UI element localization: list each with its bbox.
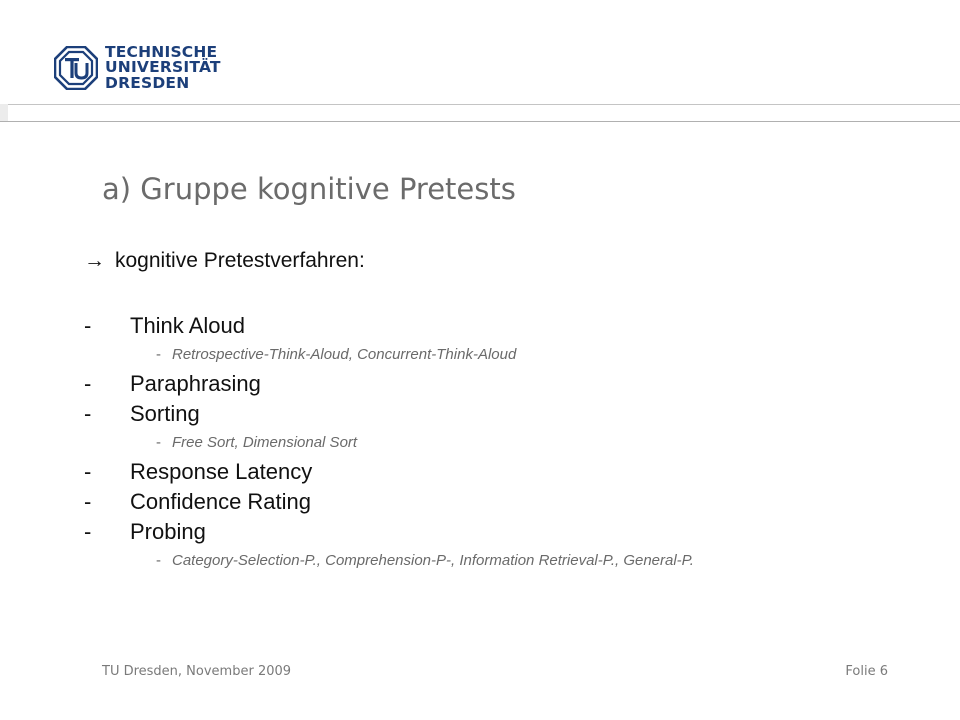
- list-subitem-text: Retrospective-Think-Aloud, Concurrent-Think-Aloud: [172, 346, 517, 363]
- list-subitem: [156, 430, 904, 458]
- list-item: [84, 400, 904, 430]
- list-item: [84, 518, 904, 548]
- list-item: [84, 488, 904, 518]
- footer-slide-number: Folie 6: [845, 664, 888, 679]
- list-subitem: [156, 342, 904, 370]
- lead-line: [84, 249, 365, 273]
- university-logo: [54, 42, 221, 94]
- sublist-bullet: -: [156, 434, 161, 451]
- list-subitem: [156, 548, 904, 576]
- list-bullet: -: [84, 401, 92, 426]
- list-item-label: Confidence Rating: [130, 489, 312, 514]
- list-bullet: -: [84, 459, 92, 484]
- list-subitem-text: Free Sort, Dimensional Sort: [172, 434, 358, 451]
- header-rule-top: [0, 104, 960, 105]
- logo-line-2: UNIVERSITÄT: [105, 58, 221, 77]
- list-item-label: Probing: [130, 519, 206, 544]
- tu-dresden-seal-icon: [54, 46, 98, 90]
- list-item: [84, 458, 904, 488]
- list-bullet: -: [84, 313, 92, 338]
- arrow-right-icon: →: [84, 249, 105, 272]
- list-bullet: -: [84, 371, 92, 396]
- list-subitem-text: Category-Selection-P., Comprehension-P-, Information Retrieval-P., General-P.: [172, 552, 694, 569]
- footer-date: TU Dresden, November 2009: [102, 664, 292, 679]
- list-bullet: -: [84, 489, 92, 514]
- sublist-bullet: -: [156, 346, 161, 363]
- list-bullet: -: [84, 519, 92, 544]
- list-item-label: Sorting: [130, 401, 200, 426]
- lead-text: kognitive Pretestverfahren:: [115, 249, 365, 272]
- logo-line-3: DRESDEN: [105, 73, 190, 92]
- list-item-label: Paraphrasing: [130, 371, 261, 396]
- list-item-label: Response Latency: [130, 459, 313, 484]
- logo-line-1: TECHNISCHE: [105, 42, 218, 61]
- slide-title: a) Gruppe kognitive Pretests: [102, 172, 516, 206]
- sublist-bullet: -: [156, 552, 161, 569]
- list-item: [84, 370, 904, 400]
- header-rule-bottom: [0, 121, 960, 122]
- list-item-label: Think Aloud: [130, 313, 245, 338]
- list-item: [84, 312, 904, 342]
- logo-wordmark: [105, 42, 221, 92]
- method-list: [84, 312, 904, 576]
- header-band-accent: [0, 104, 8, 121]
